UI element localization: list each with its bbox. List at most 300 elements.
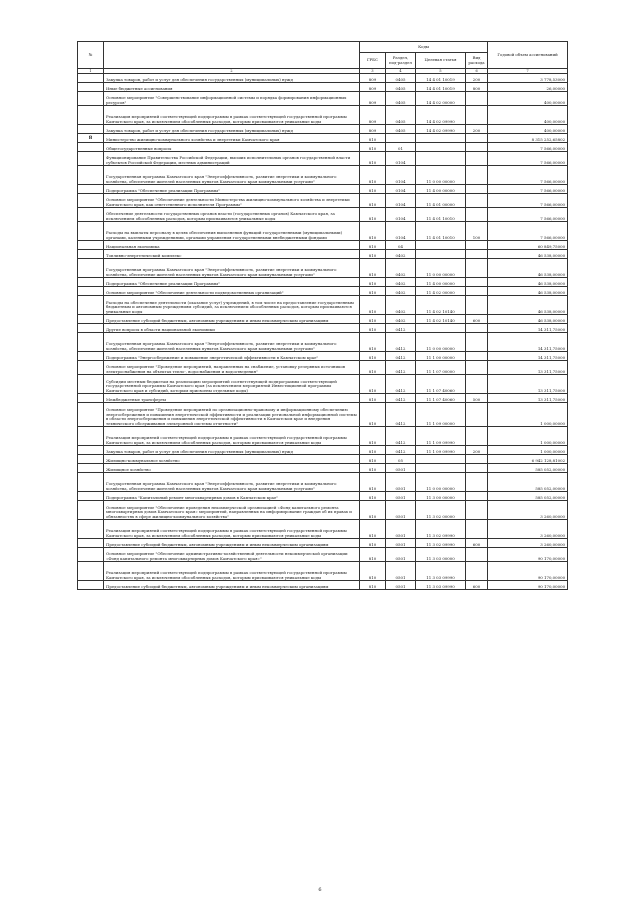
- row-amount: 46 538,00000: [488, 296, 568, 315]
- row-grbs: 810: [360, 446, 386, 455]
- row-name: Топливно-энергетический комплекс: [104, 250, 360, 259]
- row-target-article: 11 4 01 10010: [416, 208, 466, 222]
- row-name: Реализация мероприятий соответствующей подпрограммы в рамках соответствующей государственной программы Камчатского края, за исключением обособленных расходов, которым присваиваются уникальные коды: [104, 427, 360, 446]
- table-row: [78, 259, 568, 278]
- row-amount: 3 778,53000: [488, 74, 568, 83]
- row-amount: 26,00000: [488, 83, 568, 92]
- row-number: [78, 455, 104, 464]
- index-cell: 4: [386, 69, 416, 74]
- header-total: Годовой объем ассигнований: [488, 42, 568, 69]
- row-target-article: 11 1 07 00000: [416, 361, 466, 375]
- row-number: [78, 473, 104, 492]
- row-grbs: 810: [360, 287, 386, 296]
- row-amount: 400,00000: [488, 92, 568, 106]
- row-section: 0501: [386, 562, 416, 581]
- row-amount: 8 315 252,65802: [488, 134, 568, 143]
- row-number: [78, 83, 104, 92]
- row-grbs: 810: [360, 222, 386, 241]
- row-amount: 13 311,75000: [488, 375, 568, 394]
- row-target-article: [416, 250, 466, 259]
- row-expense-type: [466, 143, 488, 152]
- table-row: [78, 361, 568, 375]
- row-amount: 3 260,00000: [488, 520, 568, 539]
- row-expense-type: [466, 352, 488, 361]
- row-number: [78, 185, 104, 194]
- row-name: Иные бюджетные ассигнования: [104, 83, 360, 92]
- row-amount: 585 052,00000: [488, 492, 568, 501]
- row-target-article: [416, 324, 466, 333]
- table-row: [78, 403, 568, 427]
- row-expense-type: [466, 259, 488, 278]
- row-amount: 14 311,75000: [488, 352, 568, 361]
- row-expense-type: [466, 185, 488, 194]
- row-expense-type: [466, 375, 488, 394]
- row-expense-type: [466, 333, 488, 352]
- table-row: [78, 446, 568, 455]
- row-target-article: [416, 241, 466, 250]
- row-number: [78, 394, 104, 403]
- header-razdel: Раздел, под-раздел: [386, 53, 416, 69]
- row-amount: 7 566,00000: [488, 166, 568, 185]
- row-amount: 13 311,75000: [488, 361, 568, 375]
- row-name: Предоставление субсидий бюджетным, автономным учреждениям и иным некоммерческим организациям: [104, 539, 360, 548]
- row-expense-type: [466, 455, 488, 464]
- row-target-article: 11 4 02 00000: [416, 287, 466, 296]
- table-row: [78, 427, 568, 446]
- row-expense-type: [466, 241, 488, 250]
- row-target-article: 11 4 02 10140: [416, 296, 466, 315]
- row-target-article: 14 4 02 09990: [416, 125, 466, 134]
- row-name: Государственная программа Камчатского края "Энергоэффективность, развитие энергетики и коммунального хозяйства, обеспечение жителей населенных пунктов Камчатского края коммунальными услугами": [104, 166, 360, 185]
- row-name: Основное мероприятие "Обеспечение административно-хозяйственной деятельности некоммерческой организации «Фонд капитального ремонта многоквартирных домов Камчатского края»": [104, 548, 360, 562]
- row-amount: 400,00000: [488, 106, 568, 125]
- row-section: [386, 134, 416, 143]
- table-row: [78, 194, 568, 208]
- row-number: [78, 427, 104, 446]
- row-expense-type: [466, 250, 488, 259]
- row-target-article: 14 4 01 10019: [416, 83, 466, 92]
- row-grbs: 810: [360, 375, 386, 394]
- row-grbs: 810: [360, 324, 386, 333]
- index-cell: 5: [416, 69, 466, 74]
- row-number: [78, 562, 104, 581]
- row-name: Государственная программа Камчатского края "Энергоэффективность, развитие энергетики и коммунального хозяйства, обеспечение жителей населенных пунктов Камчатского края коммунальными услугами": [104, 333, 360, 352]
- row-expense-type: [466, 208, 488, 222]
- row-grbs: 810: [360, 520, 386, 539]
- index-cell: 2: [104, 69, 360, 74]
- row-amount: 90 170,00000: [488, 581, 568, 590]
- row-amount: 46 538,00000: [488, 250, 568, 259]
- header-grbs: ГРБС: [360, 53, 386, 69]
- row-number: [78, 241, 104, 250]
- row-target-article: 11 4 00 00000: [416, 278, 466, 287]
- row-number: [78, 324, 104, 333]
- row-section: 0402: [386, 315, 416, 324]
- row-section: 0501: [386, 492, 416, 501]
- row-amount: 46 538,00000: [488, 287, 568, 296]
- row-amount: 7 566,00000: [488, 222, 568, 241]
- table-row: [78, 315, 568, 324]
- row-section: 0104: [386, 194, 416, 208]
- row-name: Основное мероприятие "Обеспечение деятельности Министерства жилищно-коммунального хозяйства и энергетики Камчатского края, как ответственного исполнителя Программы": [104, 194, 360, 208]
- budget-document: [77, 41, 567, 590]
- row-grbs: 810: [360, 241, 386, 250]
- row-section: 01: [386, 143, 416, 152]
- row-expense-type: [466, 287, 488, 296]
- row-expense-type: [466, 548, 488, 562]
- row-expense-type: 500: [466, 394, 488, 403]
- row-target-article: 11 3 03 09990: [416, 581, 466, 590]
- row-grbs: 810: [360, 315, 386, 324]
- row-section: 0501: [386, 464, 416, 473]
- table-row: [78, 106, 568, 125]
- row-grbs: 810: [360, 427, 386, 446]
- row-expense-type: [466, 194, 488, 208]
- row-name: Государственная программа Камчатского края "Энергоэффективность, развитие энергетики и коммунального хозяйства, обеспечение жителей населенных пунктов Камчатского края коммунальными услугами": [104, 259, 360, 278]
- row-section: 0501: [386, 473, 416, 492]
- row-grbs: 809: [360, 106, 386, 125]
- row-expense-type: [466, 134, 488, 143]
- row-target-article: 11 1 07 40060: [416, 375, 466, 394]
- row-target-article: [416, 152, 466, 166]
- table-row: [78, 134, 568, 143]
- table-row: [78, 143, 568, 152]
- table-row: [78, 74, 568, 83]
- row-expense-type: 200: [466, 125, 488, 134]
- row-number: [78, 375, 104, 394]
- row-amount: 7 566,00000: [488, 143, 568, 152]
- row-grbs: 810: [360, 166, 386, 185]
- row-number: [78, 92, 104, 106]
- row-amount: 14 311,75000: [488, 324, 568, 333]
- row-expense-type: [466, 92, 488, 106]
- row-target-article: 11 3 02 00000: [416, 501, 466, 520]
- row-name: Расходы на выплаты персоналу в целях обеспечения выполнения функций государственными (муниципальными) органами, казенными учреждениями, органами управления государственными внебюджетными фондами: [104, 222, 360, 241]
- row-grbs: 810: [360, 250, 386, 259]
- row-grbs: 810: [360, 296, 386, 315]
- row-number: 8: [78, 134, 104, 143]
- row-section: 0402: [386, 250, 416, 259]
- table-row: [78, 185, 568, 194]
- row-expense-type: [466, 106, 488, 125]
- row-name: Основное мероприятие "Обеспечение деятельности подведомственных организаций": [104, 287, 360, 296]
- row-name: Закупка товаров, работ и услуг для обеспечения государственных (муниципальных) нужд: [104, 125, 360, 134]
- row-target-article: 11 3 02 09990: [416, 520, 466, 539]
- table-row: [78, 548, 568, 562]
- row-name: Предоставление субсидий бюджетным, автономным учреждениям и иным некоммерческим организациям: [104, 315, 360, 324]
- row-expense-type: [466, 473, 488, 492]
- row-number: [78, 464, 104, 473]
- header-num: №: [78, 42, 104, 69]
- row-name: Подпрограмма "Обеспечение реализации Программы": [104, 278, 360, 287]
- table-body: [78, 74, 568, 590]
- row-expense-type: 600: [466, 581, 488, 590]
- header-codes: Коды: [360, 42, 488, 53]
- row-name: Подпрограмма "Энергосбережение и повышение энергетической эффективности в Камчатском крае": [104, 352, 360, 361]
- row-grbs: 810: [360, 562, 386, 581]
- row-number: [78, 287, 104, 296]
- row-amount: 7 566,00000: [488, 185, 568, 194]
- page-number: 6: [318, 887, 322, 893]
- row-name: Субсидии местным бюджетам на реализацию мероприятий соответствующей подпрограммы соответствующей государственной программы Камчатского края (за исключением мероприятий Инвестиционной программы Камчатского края и субсидий, которым присвоены отдельные коды): [104, 375, 360, 394]
- row-expense-type: [466, 324, 488, 333]
- row-number: [78, 548, 104, 562]
- row-target-article: 11 0 00 00000: [416, 259, 466, 278]
- row-number: [78, 143, 104, 152]
- row-amount: 585 052,00000: [488, 464, 568, 473]
- row-name: Предоставление субсидий бюджетным, автономным учреждениям и иным некоммерческим организациям: [104, 581, 360, 590]
- row-section: 0412: [386, 446, 416, 455]
- row-target-article: 11 0 00 00000: [416, 333, 466, 352]
- row-section: 0405: [386, 92, 416, 106]
- row-grbs: 810: [360, 492, 386, 501]
- row-expense-type: 600: [466, 539, 488, 548]
- row-expense-type: 200: [466, 446, 488, 455]
- row-target-article: 14 4 02 09990: [416, 106, 466, 125]
- row-amount: 3 260,00000: [488, 501, 568, 520]
- row-number: [78, 106, 104, 125]
- table-row: [78, 125, 568, 134]
- row-section: 0412: [386, 394, 416, 403]
- table-row: [78, 581, 568, 590]
- row-name: Министерство жилищно-коммунального хозяйства и энергетики Камчатского края: [104, 134, 360, 143]
- row-section: 0501: [386, 520, 416, 539]
- table-row: [78, 492, 568, 501]
- row-number: [78, 250, 104, 259]
- row-grbs: 810: [360, 152, 386, 166]
- row-grbs: 810: [360, 143, 386, 152]
- table-row: [78, 324, 568, 333]
- row-section: 0402: [386, 296, 416, 315]
- row-grbs: 810: [360, 361, 386, 375]
- index-cell: 6: [466, 69, 488, 74]
- row-number: [78, 208, 104, 222]
- table-row: [78, 278, 568, 287]
- row-grbs: 810: [360, 333, 386, 352]
- row-amount: 60 849,75000: [488, 241, 568, 250]
- row-grbs: 810: [360, 134, 386, 143]
- table-row: [78, 375, 568, 394]
- row-target-article: 11 4 00 00000: [416, 185, 466, 194]
- row-expense-type: 600: [466, 315, 488, 324]
- row-name: Подпрограмма "Капитальный ремонт многоквартирных домов в Камчатском крае": [104, 492, 360, 501]
- row-section: 0501: [386, 581, 416, 590]
- row-grbs: 809: [360, 83, 386, 92]
- row-target-article: 11 3 03 00000: [416, 548, 466, 562]
- row-target-article: 11 0 00 00000: [416, 166, 466, 185]
- table-row: [78, 166, 568, 185]
- row-target-article: 11 1 09 09990: [416, 427, 466, 446]
- row-section: 04: [386, 241, 416, 250]
- row-amount: 13 311,75000: [488, 394, 568, 403]
- row-amount: 7 566,00000: [488, 194, 568, 208]
- row-number: [78, 194, 104, 208]
- row-name: Общегосударственные вопросы: [104, 143, 360, 152]
- row-expense-type: [466, 296, 488, 315]
- row-number: [78, 333, 104, 352]
- row-section: 0405: [386, 106, 416, 125]
- row-number: [78, 315, 104, 324]
- row-target-article: [416, 464, 466, 473]
- row-grbs: 810: [360, 185, 386, 194]
- row-expense-type: [466, 278, 488, 287]
- row-expense-type: [466, 427, 488, 446]
- row-section: 0412: [386, 361, 416, 375]
- table-row: [78, 520, 568, 539]
- row-target-article: 11 4 01 10010: [416, 222, 466, 241]
- row-name: Основное мероприятие "Обеспечение проведения некоммерческой организацией «Фонд капитального ремонта многоквартирных домов Камчатского края» мероприятий, направленных на информирование граждан об их правах и обязанностях в сфере жилищно-коммунального хозяйства": [104, 501, 360, 520]
- table-row: [78, 333, 568, 352]
- row-name: Национальная экономика: [104, 241, 360, 250]
- table-row: [78, 455, 568, 464]
- row-grbs: 810: [360, 194, 386, 208]
- row-grbs: 810: [360, 394, 386, 403]
- row-number: [78, 152, 104, 166]
- row-grbs: 809: [360, 74, 386, 83]
- row-grbs: 809: [360, 125, 386, 134]
- row-target-article: [416, 143, 466, 152]
- index-cell: 1: [78, 69, 104, 74]
- row-expense-type: [466, 520, 488, 539]
- row-section: 0501: [386, 539, 416, 548]
- table-row: [78, 241, 568, 250]
- row-target-article: 11 0 00 00000: [416, 473, 466, 492]
- row-name: Межбюджетные трансферты: [104, 394, 360, 403]
- row-name: Закупка товаров, работ и услуг для обеспечения государственных (муниципальных) нужд: [104, 74, 360, 83]
- row-target-article: 11 1 00 00000: [416, 352, 466, 361]
- row-name: Основное мероприятие "Проведение мероприятий, направленных на снабжение, установку резервных источников электроснабжения на объектах тепло-, водоснабжения и водоотведения": [104, 361, 360, 375]
- row-section: 0412: [386, 375, 416, 394]
- row-number: [78, 361, 104, 375]
- row-number: [78, 166, 104, 185]
- row-target-article: 14 4 02 00000: [416, 92, 466, 106]
- row-amount: 46 538,00000: [488, 278, 568, 287]
- row-target-article: 11 3 03 09990: [416, 562, 466, 581]
- row-section: 0412: [386, 324, 416, 333]
- row-expense-type: 200: [466, 74, 488, 83]
- row-expense-type: [466, 501, 488, 520]
- row-grbs: 810: [360, 581, 386, 590]
- row-number: [78, 446, 104, 455]
- table-row: [78, 208, 568, 222]
- table-row: [78, 562, 568, 581]
- row-target-article: 11 4 02 10140: [416, 315, 466, 324]
- row-section: 0104: [386, 185, 416, 194]
- row-amount: 400,00000: [488, 125, 568, 134]
- row-number: [78, 520, 104, 539]
- header-csr: Целевая статья: [416, 53, 466, 69]
- row-section: 0501: [386, 501, 416, 520]
- row-grbs: 810: [360, 278, 386, 287]
- row-section: 0104: [386, 152, 416, 166]
- row-amount: 14 311,75000: [488, 333, 568, 352]
- row-section: 0412: [386, 427, 416, 446]
- row-section: 0402: [386, 259, 416, 278]
- row-name: Жилищно-коммунальное хозяйство: [104, 455, 360, 464]
- row-grbs: 810: [360, 259, 386, 278]
- row-amount: 1 000,00000: [488, 427, 568, 446]
- row-amount: 585 052,00000: [488, 473, 568, 492]
- row-number: [78, 222, 104, 241]
- header-name: [104, 42, 360, 69]
- row-name: Закупка товаров, работ и услуг для обеспечения государственных (муниципальных) нужд: [104, 446, 360, 455]
- row-section: 0412: [386, 333, 416, 352]
- table-row: [78, 92, 568, 106]
- table-row: [78, 352, 568, 361]
- row-expense-type: [466, 562, 488, 581]
- row-target-article: 14 4 01 10019: [416, 74, 466, 83]
- row-section: 0405: [386, 125, 416, 134]
- row-amount: 46 538,00000: [488, 315, 568, 324]
- row-target-article: 11 1 07 40060: [416, 394, 466, 403]
- row-section: 0501: [386, 548, 416, 562]
- row-amount: 46 538,00000: [488, 259, 568, 278]
- row-target-article: 11 3 00 00000: [416, 492, 466, 501]
- row-expense-type: [466, 464, 488, 473]
- row-section: 0402: [386, 287, 416, 296]
- row-amount: 6 942 128,81002: [488, 455, 568, 464]
- row-grbs: 810: [360, 539, 386, 548]
- row-name: Реализация мероприятий соответствующей подпрограммы в рамках соответствующей государственной программы Камчатского края, за исключением обособленных расходов, которым присваиваются уникальные коды: [104, 520, 360, 539]
- row-expense-type: [466, 152, 488, 166]
- row-amount: 90 170,00000: [488, 548, 568, 562]
- row-grbs: 810: [360, 464, 386, 473]
- row-grbs: 810: [360, 403, 386, 427]
- table-row: [78, 287, 568, 296]
- row-number: [78, 125, 104, 134]
- row-grbs: 810: [360, 501, 386, 520]
- row-grbs: 810: [360, 455, 386, 464]
- row-name: Реализация мероприятий соответствующей подпрограммы в рамках соответствующей государственной программы Камчатского края, за исключением обособленных расходов, которым присваиваются уникальные коды: [104, 106, 360, 125]
- row-amount: 3 260,00000: [488, 539, 568, 548]
- table-row: [78, 473, 568, 492]
- row-amount: 7 566,00000: [488, 152, 568, 166]
- table-row: [78, 250, 568, 259]
- row-name: Обеспечение деятельности государственных органов власти (государственных органов) Камчатского края, за исключением обособленных расходов, которым присваиваются уникальные коды: [104, 208, 360, 222]
- row-grbs: 810: [360, 473, 386, 492]
- row-grbs: 810: [360, 352, 386, 361]
- row-section: 0402: [386, 278, 416, 287]
- row-target-article: 11 3 02 09990: [416, 539, 466, 548]
- row-amount: 90 170,00000: [488, 562, 568, 581]
- row-number: [78, 278, 104, 287]
- row-grbs: 809: [360, 92, 386, 106]
- row-number: [78, 352, 104, 361]
- index-cell: 3: [360, 69, 386, 74]
- row-expense-type: [466, 403, 488, 427]
- table-row: [78, 394, 568, 403]
- row-number: [78, 581, 104, 590]
- table-row: [78, 152, 568, 166]
- row-name: Реализация мероприятий соответствующей подпрограммы в рамках соответствующей государственной программы Камчатского края, за исключением обособленных расходов, которым присваиваются уникальные коды: [104, 562, 360, 581]
- row-target-article: 11 4 01 00000: [416, 194, 466, 208]
- row-amount: 1 000,00000: [488, 446, 568, 455]
- row-name: Функционирование Правительства Российской Федерации, высших исполнительных органов государственной власти субъектов Российской Федерации, местных администраций: [104, 152, 360, 166]
- row-target-article: 11 1 09 00000: [416, 403, 466, 427]
- row-name: Жилищное хозяйство: [104, 464, 360, 473]
- row-section: 0412: [386, 352, 416, 361]
- row-expense-type: [466, 166, 488, 185]
- table-row: [78, 222, 568, 241]
- row-section: 0405: [386, 74, 416, 83]
- row-target-article: [416, 455, 466, 464]
- row-expense-type: 100: [466, 222, 488, 241]
- row-section: 0412: [386, 403, 416, 427]
- table-row: [78, 296, 568, 315]
- row-section: 0104: [386, 208, 416, 222]
- budget-table: [77, 41, 568, 590]
- row-number: [78, 296, 104, 315]
